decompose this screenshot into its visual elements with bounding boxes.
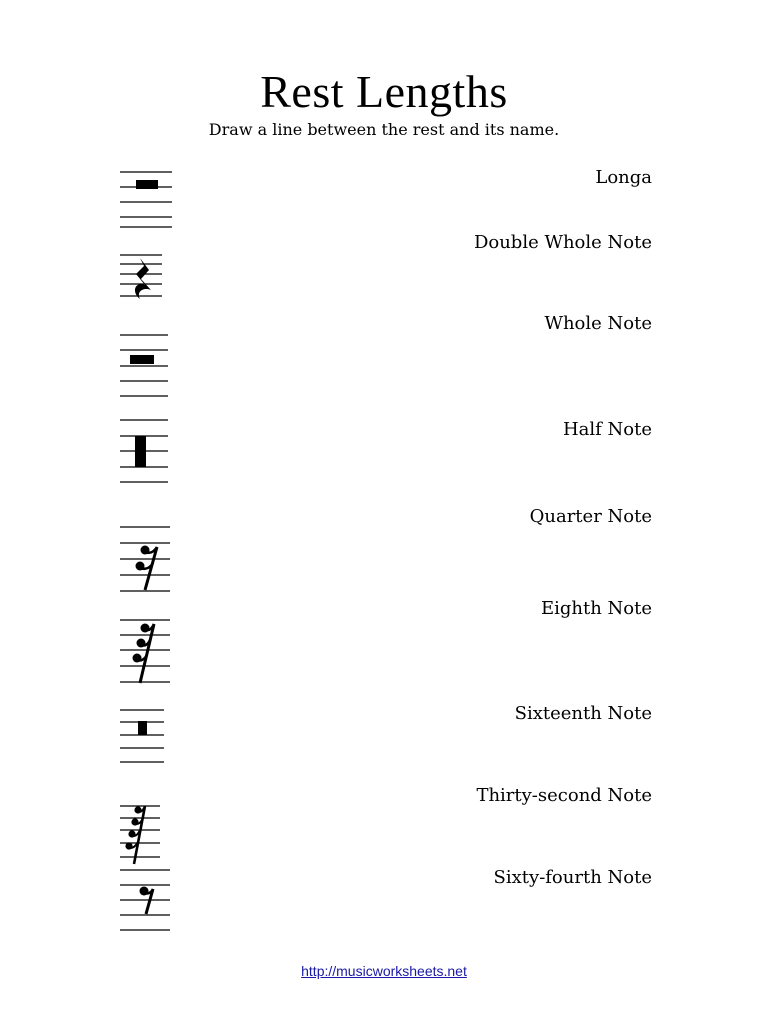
page-title: Rest Lengths <box>260 66 508 117</box>
instructions: Draw a line between the rest and its name. <box>208 120 560 139</box>
rest-name-sixty-fourth: Sixty-fourth Note <box>493 867 652 888</box>
footer <box>0 962 768 980</box>
rest-name-quarter: Quarter Note <box>529 506 652 527</box>
rest-name-sixteenth: Sixteenth Note <box>514 703 652 724</box>
sixty-fourth-rest-icon <box>125 806 145 864</box>
whole-rest-icon <box>130 355 154 364</box>
sixteenth-rest-icon <box>136 546 158 591</box>
thirty-second-rest-icon <box>133 624 155 684</box>
rest-name-eighth: Eighth Note <box>540 598 652 619</box>
musicworksheets-link[interactable]: http://musicworksheets.net <box>301 963 467 979</box>
longa-rest-icon <box>135 436 146 467</box>
half-rest-icon <box>136 180 158 189</box>
rest-name-longa: Longa <box>595 167 652 188</box>
double-whole-rest-icon <box>138 721 147 735</box>
rest-name-double-whole: Double Whole Note <box>473 232 652 253</box>
rest-name-thirty-second: Thirty-second Note <box>476 785 652 806</box>
rest-name-whole: Whole Note <box>544 313 652 334</box>
rest-name-half: Half Note <box>562 419 652 440</box>
